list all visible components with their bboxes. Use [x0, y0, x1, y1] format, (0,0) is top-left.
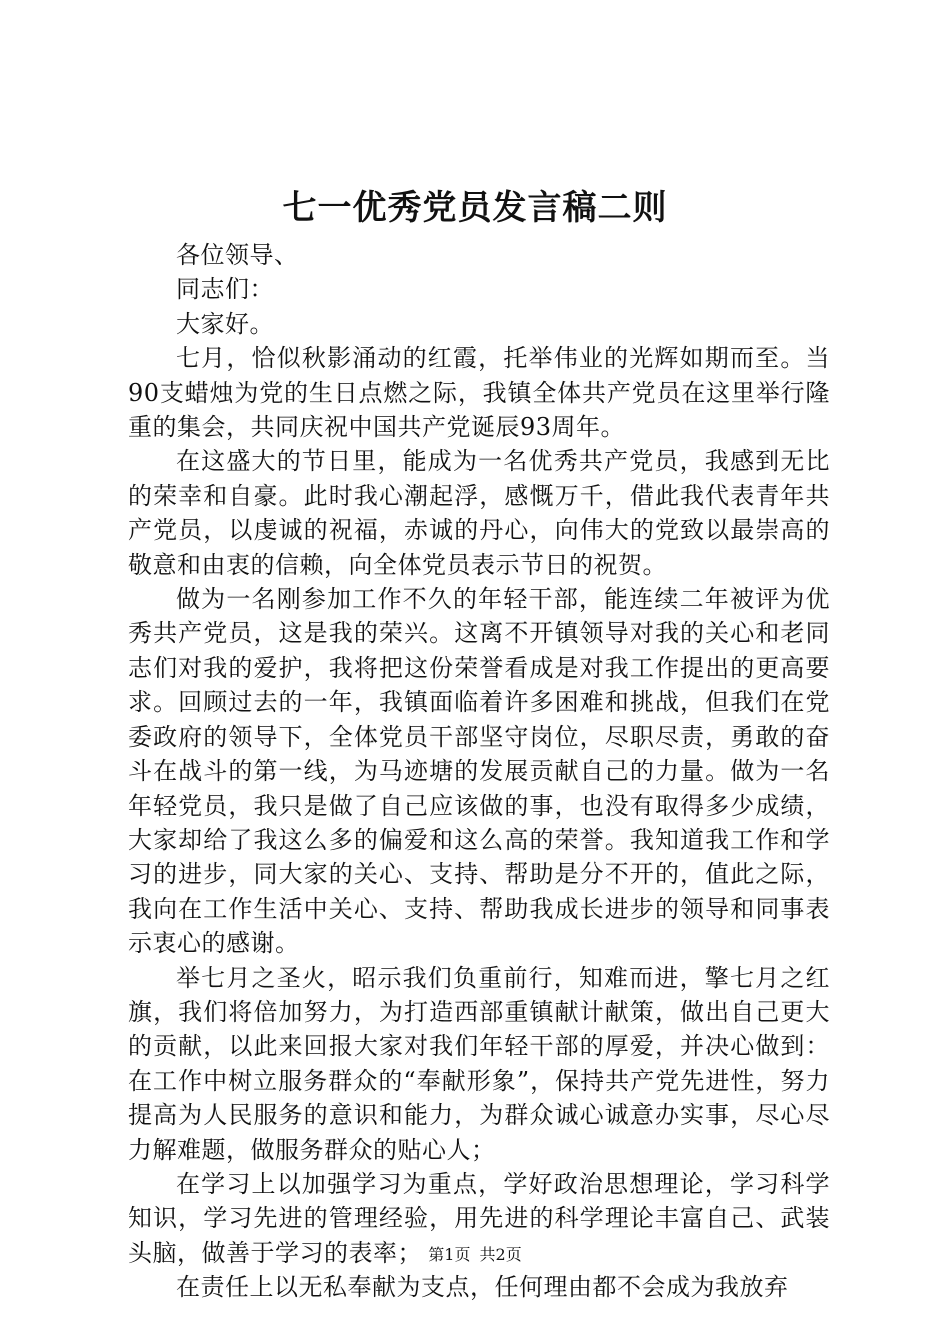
document-body — [128, 238, 830, 1305]
salutation-leaders: 各位领导、 — [176, 241, 299, 269]
body-paragraph: 在责任上以无私奉献为支点，任何理由都不会成为我放弃 — [176, 1273, 789, 1302]
body-paragraph: 在学习上以加强学习为重点，学好政治思想理论，学习科学知识，学习先进的管理经验，用先进的科学理论丰富自己、武装头脑，做善于学习的表率； — [128, 1169, 830, 1267]
document-title: 七一优秀党员发言稿二则 — [282, 188, 668, 228]
page-footer — [0, 1243, 950, 1267]
body-paragraph: 做为一名刚参加工作不久的年轻干部，能连续二年被评为优秀共产党员，这是我的荣兴。这离不开镇领导对我的关心和老同志们对我的爱护，我将把这份荣誉看成是对我工作提出的更高要求。回顾过去的一年，我镇面临着许多困难和挑战，但我们在党委政府的领导下，全体党员干部坚守岗位，尽职尽责，勇敢的奋斗在战斗的第一线，为马迹塘的发展贡献自己的力量。做为一名年轻党员，我只是做了自己应该做的事，也没有取得多少成绩，大家却给了我这么多的偏爱和这么高的荣誉。我知道我工作和学习的进步，同大家的关心、支持、帮助是分不开的，值此之际，我向在工作生活中关心、支持、帮助我成长进步的领导和同事表示衷心的感谢。 — [128, 585, 830, 958]
body-paragraph: 在这盛大的节日里，能成为一名优秀共产党员，我感到无比的荣幸和自豪。此时我心潮起浮，感慨万千，借此我代表青年共产党员，以虔诚的祝福，赤诚的丹心，向伟大的党致以最崇高的敬意和由衷的信赖，向全体党员表示节日的祝贺。 — [128, 447, 830, 579]
body-paragraph: 举七月之圣火，昭示我们负重前行，知难而进，擎七月之红旗，我们将倍加努力，为打造西部重镇献计献策，做出自己更大的贡献，以此来回报大家对我们年轻干部的厚爱，并决心做到：在工作中树立服务群众的“奉献形象”，保持共产党先进性，努力提高为人民服务的意识和能力，为群众诚心诚意办实事，尽心尽力解难题，做服务群众的贴心人； — [128, 963, 830, 1164]
salutation-comrades: 同志们： — [176, 275, 274, 304]
page-total: 共2页 — [479, 1245, 522, 1264]
page-number: 第1页 — [428, 1245, 471, 1264]
body-paragraph: 七月，恰似秋影涌动的红霞，托举伟业的光辉如期而至。当90支蜡烛为党的生日点燃之际，我镇全体共产党员在这里举行隆重的集会，共同庆祝中国共产党诞辰93周年。 — [128, 344, 830, 442]
greeting: 大家好。 — [176, 309, 274, 338]
